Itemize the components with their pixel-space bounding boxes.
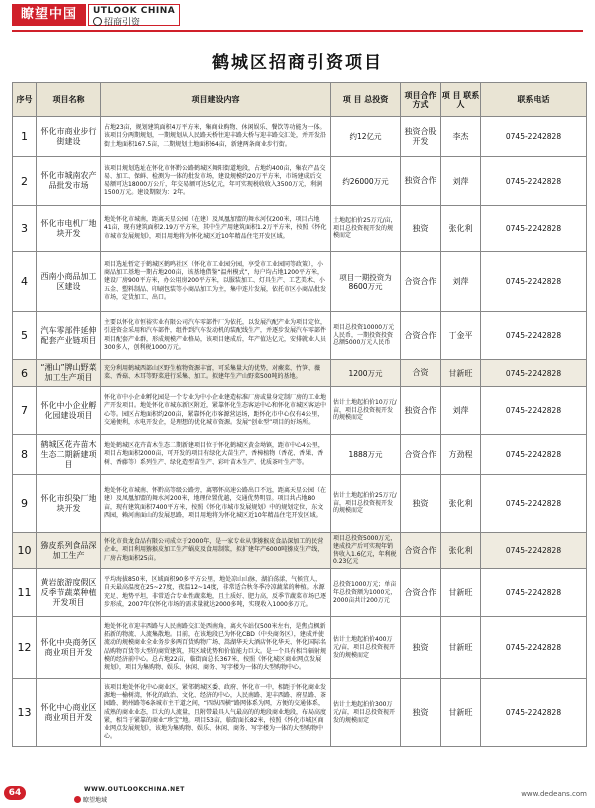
project-investment: 估计土地起拍价300万元/亩，项目总投资视开发的规模而定 [331,679,401,747]
project-content: 地处怀化市城南、怀黔高等级公路旁，离鄂怀高速公路出口不远，距离天星公园（在建）及凤凰加盟的舞水河200米，地理位置优越，交通优势明显。项目共占地80亩，现有建筑面积7400平方米，按照《怀化市城市发展规划》中的规划定位，东文西园，赖河南面山的发展思路，项目用地将为怀化城区近10年精品住宅开发区域。 [101,475,331,533]
project-name: 鹤城区花卉苗木生态二期新建项目 [37,435,101,475]
project-content: 该项目地处怀化中心商业区，紧邻鹤城区委、政府、怀化市一中，相距于怀化商业发源地一榆树湾，怀化的政治、文化、经济的中心，人民南路、迎丰西路、府星路、茶园路、鹤州路等6条城市主干道之间，“四纵四横”路网体系为网，方便的交通体系，成熟的商业业态，巨大的人流量，且附带最具人气最高的的地段商业地段，布局高度紧，相当于紧靠的商业“珍宝”地。项目53亩，临街面长82米，按照《怀化市城区商业网点发展规划》，该地为集购物、娱乐、休闲、商务、写字楼为一体的大型购物中心。 [101,679,331,747]
row-number: 3 [13,206,37,252]
contact-phone: 0745-2242828 [481,206,587,252]
project-investment: 1200万元 [331,360,401,387]
project-investment: 约26000万元 [331,157,401,206]
row-number: 2 [13,157,37,206]
project-content: 地处怀化市迎丰西路与人民南路交汇处西南角，离火车站仅500米左右，是焦点枫新拓新的物流、人流集散地。目前，在该地段已为怀化CBD（中央商务区），建成并使流动的规模商业全业务步多两百货购物广场、嵩湖华天大酒店怀化华天、怀化国际名品购物百货等大型的商贸建筑，其区域优势和价值能力巨大。是一个具有相当辐射规模的经济前中心。总占地22亩，临街面总长367米，按照《怀化城区商业网点发展规划》，项目为集购物、娱乐、休闲、商务、写字楼为一体的大型购物中心。 [101,617,331,679]
contact-person: 方劲程 [441,435,481,475]
project-name: 怀化市城南农产品批发市场 [37,157,101,206]
contact-phone: 0745-2242828 [481,569,587,617]
table-row [13,435,587,475]
col-header-phone: 联系电话 [481,83,587,117]
project-investment: 项目一期投资为8600万元 [331,252,401,312]
contact-phone: 0745-2242828 [481,617,587,679]
contact-phone: 0745-2242828 [481,475,587,533]
project-investment: 土地起拍价25万元/亩，项目总投资视开发的规模而定 [331,206,401,252]
table-row [13,533,587,569]
contact-phone: 0745-2242828 [481,387,587,435]
row-number: 1 [13,117,37,157]
contact-person: 李杰 [441,117,481,157]
table-row [13,679,587,747]
footer-brand [74,795,107,804]
project-content: 怀化市贵龙食品有限公司成立于2000年，是一家专业从事猕猴皮食品深加工的民营企业，项目利用猕猴皮加工生产蜗皮及食用制浆，拟扩建年产6000吨猕皮生产线，厂房占地面积25亩。 [101,533,331,569]
col-header-investment: 项 目 总投资 [331,83,401,117]
row-number: 4 [13,252,37,312]
row-number: 12 [13,617,37,679]
project-name: 怀化市商业步行街建设 [37,117,101,157]
cooperation-mode: 独资 [401,617,441,679]
cooperation-mode: 合资合作 [401,533,441,569]
project-investment: 估计土地起拍价10万元/亩，项目总投资视开发的规模而定 [331,387,401,435]
row-number: 10 [13,533,37,569]
contact-person: 刘萍 [441,387,481,435]
cooperation-mode: 合资合作 [401,312,441,360]
row-number: 13 [13,679,37,747]
contact-phone: 0745-2242828 [481,533,587,569]
contact-person: 张化利 [441,206,481,252]
table-header-row [13,83,587,117]
table-row [13,157,587,206]
contact-phone: 0745-2242828 [481,117,587,157]
project-investment: 估计土地起拍价400万元/亩，项目总投资视开发的规模而定 [331,617,401,679]
project-investment: 总投资1000万元；单亩年总投资额为1000元，2000亩共计200万元 [331,569,401,617]
cooperation-mode: 独资 [401,679,441,747]
magazine-logo: 瞭望中国 [12,4,86,26]
contact-person: 刘萍 [441,252,481,312]
cooperation-mode: 合资合作 [401,435,441,475]
watermark: www.dedeans.com [521,790,587,798]
circle-icon [93,17,102,26]
contact-phone: 0745-2242828 [481,252,587,312]
row-number: 8 [13,435,37,475]
col-header-name: 项目名称 [37,83,101,117]
project-name: 汽车零部件延伸配套产业链项目 [37,312,101,360]
page-footer [0,784,595,808]
cooperation-mode: 合资合作 [401,569,441,617]
project-name: 怀化市电机厂地块开发 [37,206,101,252]
page-number: 64 [4,786,26,800]
table-row [13,569,587,617]
cooperation-mode: 独资合股开发 [401,117,441,157]
project-content: 主要以怀化市恒裕实业有限公司汽车零部件厂为依托，以发展汽配产业为项目定位，引进资金采用和汽车部件，组件到汽车发动机的装配线生产，并逐步发展汽车零部件项目配套产业群，形成规模产业格局，该项目建成后，年产值达亿元，安排就业人员300多人，创利税1000万元。 [101,312,331,360]
contact-person: 甘新旺 [441,617,481,679]
col-header-content: 项目建设内容 [101,83,331,117]
project-investment: 项目总投资10000万元人民币，一期投资投资总额5000万元人民币 [331,312,401,360]
col-header-no: 序号 [13,83,37,117]
section-cn-text: 招商引资 [104,18,141,28]
brand-mark-icon [74,796,81,803]
page-header [12,4,583,38]
cooperation-mode: 合资 [401,360,441,387]
project-investment: 1888万元 [331,435,401,475]
project-name: 西南小商品加工区建设 [37,252,101,312]
page-title: 鹤城区招商引资项目 [212,53,383,73]
project-name: 怀化中央商务区商业项目开发 [37,617,101,679]
contact-person: 甘新旺 [441,360,481,387]
section-en: UTLOOK CHINA [93,6,176,16]
project-content: 平均海拔850米，区域面积90多平方公里，地处凉山山脉，湖泊荡漾，气候宜人，自天最高温度在25~27度，夜温12~14度，非常适合秋冬季冷凉蔬菜的种植。水源充足、地势平坦，非常适合专业性蔬菜地，且土质好、肥力高，反季节蔬菜市场已逐步形成，2007年仅怀化市场的需求量就达2000多吨，实现收入1000多万元。 [101,569,331,617]
project-name: 怀化市织染厂地块开发 [37,475,101,533]
table-row [13,617,587,679]
col-header-mode: 项目合作方式 [401,83,441,117]
contact-person: 刘萍 [441,157,481,206]
cooperation-mode: 合资合作 [401,252,441,312]
table-row [13,117,587,157]
project-content: 占地23亩，规划建筑面积4万平方米，集商业购物、休闲娱乐、餐饮等功能为一体。该项目分两期规划，一期规划从人民路天桥往迎丰路大桥与迎丰路交汇处，并开发沿街土地面积167.5亩，二期规划土地面积64亩，新建两条商业步行街。 [101,117,331,157]
row-number: 6 [13,360,37,387]
contact-person: 甘新旺 [441,569,481,617]
project-name: 怀化中小企业孵化园建设项目 [37,387,101,435]
project-content: 地处怀化市城南，距离天星公园（在建）及凤凰加盟的舞水河仅200米，项目占地41亩，现有建筑面积2.19万平方米，其中生产用建筑面积1.2万平方米，按照《怀化市城市发展规划》，项目用地将为怀化城区近10年精品住宅开发区域。 [101,206,331,252]
contact-phone: 0745-2242828 [481,679,587,747]
header-divider [12,30,583,32]
table-row [13,360,587,387]
cooperation-mode: 独资合作 [401,157,441,206]
contact-person: 张化利 [441,533,481,569]
section-badge [88,4,180,26]
row-number: 9 [13,475,37,533]
cooperation-mode: 独资 [401,475,441,533]
project-investment: 估计土地起拍价25万元/亩，项目总投资视开发的规模而定 [331,475,401,533]
table-row [13,206,587,252]
contact-person: 丁金平 [441,312,481,360]
table-row [13,312,587,360]
project-name: 黄岩旅游度假区反季节蔬菜种植开发项目 [37,569,101,617]
row-number: 5 [13,312,37,360]
contact-phone: 0745-2242828 [481,157,587,206]
project-table [12,82,587,747]
project-name: “湘山”牌山野菜加工生产项目 [37,360,101,387]
footer-site: WWW.OUTLOOKCHINA.NET [84,786,185,793]
project-name: 怀化中心商业区商业项目开发 [37,679,101,747]
contact-person: 甘新旺 [441,679,481,747]
project-content: 充分利用鹤城西部山区野生植物资源丰富，可采集量大的优势，对蕨菜、竹笋、薇菜、香菇、木耳等野菜进行采集、加工。拟建年生产山野菜500吨的基地。 [101,360,331,387]
section-cn [93,15,140,28]
contact-person: 张化利 [441,475,481,533]
col-header-person: 项 目 联系人 [441,83,481,117]
contact-phone: 0745-2242828 [481,360,587,387]
project-name: 猕皮系列食品深加工生产 [37,533,101,569]
cooperation-mode: 独资 [401,206,441,252]
project-investment: 项目总投资5000万元，建成投产后可实现年销售收入1.6亿元，年利税0.23亿元 [331,533,401,569]
project-investment: 约12亿元 [331,117,401,157]
table-row [13,387,587,435]
contact-phone: 0745-2242828 [481,312,587,360]
footer-brand-text: 瞭望地域 [83,797,108,804]
project-content: 地处鹤城区花卉苗木生态二期新建项目位于怀化鹤城区黄金坳镇，距市中心4公里，项目占地面积2000亩，可开发的项目有绿化大苗生产、香樟植物（香花、香果、香树、香藤等）系列生产、绿化造型苗生产、彩叶苗木生产、优质茶叶生产等。 [101,435,331,475]
project-content: 该项目规划选址在怀化市怀黔公路鹤城区舞阳街道地段，占地约400亩，集农产品交易、加工、保鲜、检测为一体的批发市场，建设规模约20万平方米，市场建成后交易额可达18000万公斤，年交易额可达5亿元，年可实现税收收入3500万元，利润1500万元。建设期限为：2年。 [101,157,331,206]
table-row [13,252,587,312]
cooperation-mode: 独资合作 [401,387,441,435]
row-number: 7 [13,387,37,435]
project-content: 怀化市中小企业孵化园是一个专业为中小企业建造标准厂房或量身定制厂房的工业地产开发项目。地处怀化市城东新区附近，紧靠怀化生态客运中心和怀化市城区客运中心等。园区占地面积约200亩，紧靠怀化市客源营运场，距怀化市中心仅有4公里，交通便利，水电开发企，是理想的优化城市资源。发展“创业型”项目的好场所。 [101,387,331,435]
project-content: 项目选址暂定于鹤城区鹤鸣社区（怀化市工业园分园，享受市工业园同等政策），小商品加工基地一期占地200亩，该基地借鉴“温州模式”，每户均占地1200平方米，建设厂房900平方米，办公用房200平方米，以服装加工、灯具生产、工艺美术、小五金、塑料制品、印刷包装等小商品加工为主，集中连片发展，依托市区小商品批发市场，定货加工、出口。 [101,252,331,312]
table-row [13,475,587,533]
contact-phone: 0745-2242828 [481,435,587,475]
row-number: 11 [13,569,37,617]
